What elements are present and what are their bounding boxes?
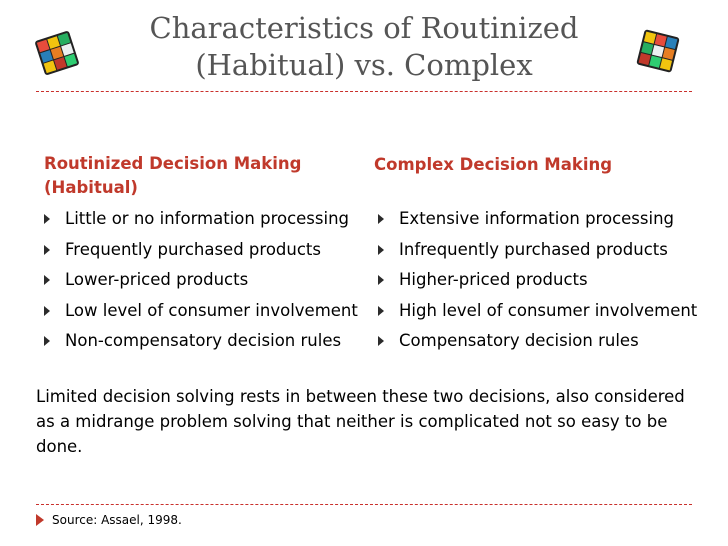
list-item-text: Frequently purchased products: [65, 239, 321, 259]
triangle-bullet-icon: [378, 336, 384, 346]
triangle-bullet-icon: [36, 514, 44, 526]
triangle-bullet-icon: [378, 275, 384, 285]
rubiks-cube-icon: [633, 26, 683, 76]
list-item: [378, 267, 718, 298]
summary-paragraph: [36, 384, 696, 459]
list-item: [44, 267, 374, 298]
routinized-heading-line-2: (Habitual): [44, 178, 138, 197]
list-item: [44, 237, 374, 268]
slide-title: [100, 10, 628, 84]
list-item: [378, 298, 718, 329]
list-item: [44, 328, 374, 359]
routinized-heading-line-1: Routinized Decision Making: [44, 154, 302, 173]
list-item: [378, 237, 718, 268]
source-text: Source: Assael, 1998.: [52, 513, 182, 527]
list-item: [378, 328, 718, 359]
rubiks-cube-icon: [32, 28, 82, 78]
triangle-bullet-icon: [44, 214, 50, 224]
source-citation: [36, 511, 182, 529]
list-item-text: High level of consumer involvement: [399, 300, 698, 320]
list-item: [44, 298, 374, 329]
summary-line-1: Limited decision solving rests in between these two decisions, also considered: [36, 387, 685, 406]
list-item: [378, 206, 718, 237]
slide-title-line-2: (Habitual) vs. Complex: [195, 48, 533, 82]
routinized-heading: [44, 152, 344, 200]
complex-list: [378, 206, 718, 359]
triangle-bullet-icon: [378, 245, 384, 255]
triangle-bullet-icon: [378, 306, 384, 316]
summary-line-3: done.: [36, 437, 83, 456]
triangle-bullet-icon: [44, 336, 50, 346]
list-item-text: Higher-priced products: [399, 270, 588, 289]
triangle-bullet-icon: [44, 275, 50, 285]
list-item-text: Low level of consumer involvement: [65, 300, 358, 320]
list-item-text: Compensatory decision rules: [399, 331, 639, 350]
list-item-text: Non-compensatory decision rules: [65, 331, 342, 350]
list-item-text: Extensive information processing: [399, 209, 675, 228]
footer-divider: [36, 504, 692, 505]
triangle-bullet-icon: [378, 214, 384, 224]
list-item-text: Little or no information processing: [65, 209, 350, 228]
summary-line-2: as a midrange problem solving that neither is complicated not so easy to be: [36, 412, 668, 431]
list-item-text: Infrequently purchased products: [399, 239, 668, 259]
list-item: [44, 206, 374, 237]
routinized-list: [44, 206, 374, 359]
slide-title-line-1: Characteristics of Routinized: [149, 11, 579, 45]
list-item-text: Lower-priced products: [65, 270, 249, 289]
complex-heading: Complex Decision Making: [374, 155, 613, 174]
title-divider: [36, 91, 692, 92]
triangle-bullet-icon: [44, 245, 50, 255]
triangle-bullet-icon: [44, 306, 50, 316]
